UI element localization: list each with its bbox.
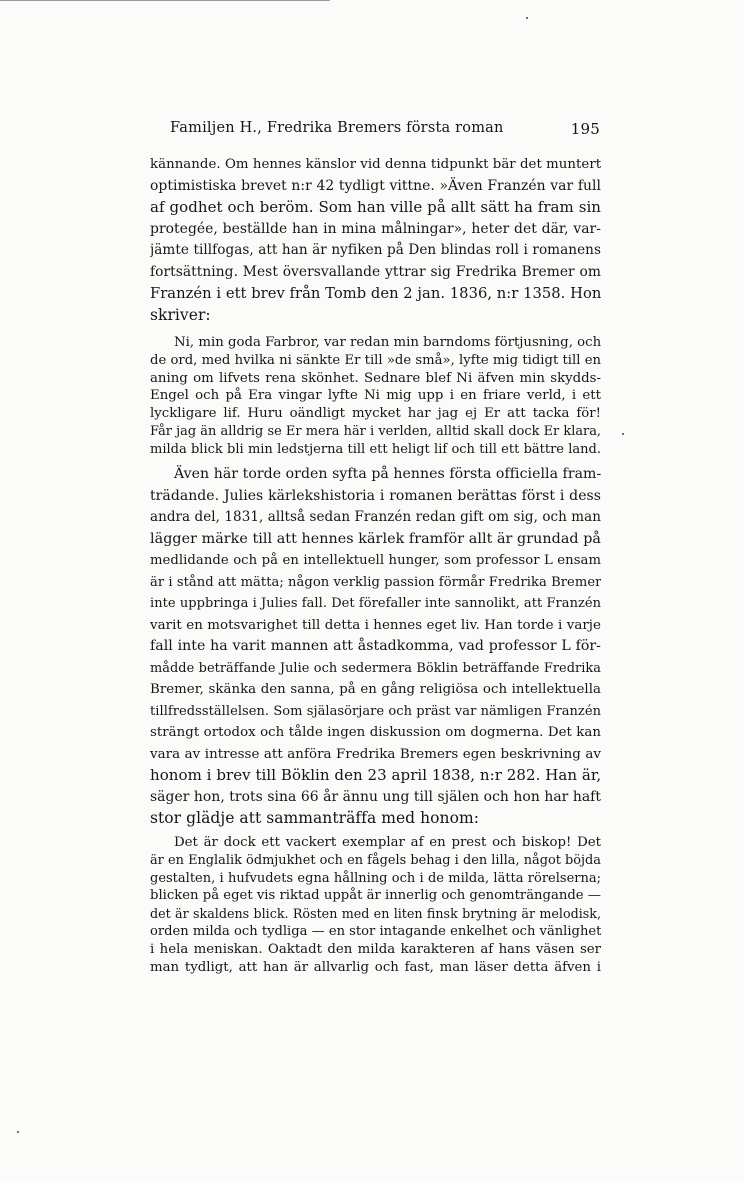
quote-line: det är skaldens blick. Rösten med en liten finsk brytning är melodisk, — [150, 906, 601, 922]
text-line: skriver: — [150, 305, 211, 324]
quote-line: är en Englalik ödmjukhet och en fågels behag i den lilla, något böjda — [150, 852, 601, 868]
scan-speck — [17, 1131, 19, 1133]
quote-line: lyckligare lif. Huru oändligt mycket har jag ej Er att tacka för! — [150, 406, 601, 422]
text-line: kännande. Om hennes känslor vid denna tidpunkt bär det muntert — [150, 157, 601, 172]
quote-line: i hela meniskan. Oaktadt den milda karakteren af hans väsen ser — [150, 941, 601, 957]
block-quote-2 — [150, 834, 601, 976]
scan-speck — [526, 17, 528, 19]
text-line: optimistiska brevet n:r 42 tydligt vittne. »Även Franzén var full — [150, 177, 601, 194]
text-line: strängt ortodox och tålde ingen diskussion om dogmerna. Det kan — [150, 725, 601, 740]
block-quote-1 — [150, 334, 601, 459]
text-line: af godhet och beröm. Som han ville på allt sätt ha fram sin — [150, 198, 601, 216]
page-number: 195 — [570, 120, 600, 138]
text-line: mådde beträffande Julie och sedermera Böklin beträffande Fredrika — [150, 660, 601, 676]
quote-line: milda blick bli min ledstjerna till ett heligt lif och till ett bättre land. — [150, 441, 601, 457]
text-line: tillfredsställelsen. Som själasörjare och präst var nämligen Franzén — [150, 703, 601, 719]
text-line: säger hon, trots sina 66 år ännu ung till själen och hon har haft — [150, 788, 601, 805]
scan-edge-line — [0, 0, 330, 1]
text-line: trädande. Julies kärlekshistoria i romanen berättas först i dess — [150, 487, 601, 504]
quote-line: Engel och på Era vingar lyfte Ni mig upp i en friare verld, i ett — [150, 388, 601, 404]
scan-speck — [622, 433, 624, 435]
text-line: andra del, 1831, alltså sedan Franzén redan gift om sig, och man — [150, 509, 601, 525]
text-line: honom i brev till Böklin den 23 april 1838, n:r 282. Han är, — [150, 766, 601, 784]
text-line: lägger märke till att hennes kärlek framför allt är grundad på — [150, 530, 601, 547]
text-line: stor glädje att sammanträffa med honom: — [150, 809, 479, 827]
text-line: varit en motsvarighet till detta i hennes eget liv. Han torde i varje — [150, 617, 601, 633]
text-line: jämte tillfogas, att han är nyfiken på Den blindas roll i romanens — [150, 242, 601, 258]
text-line: Bremer, skänka den sanna, på en gång religiösa och intellektuella — [150, 682, 601, 697]
quote-line: Det är dock ett vackert exemplar af en prest och biskop! Det — [174, 835, 601, 850]
quote-line: gestalten, i hufvudets egna hållning och i de milda, lätta rörelserna; — [150, 870, 601, 886]
quote-line: aning om lifvets rena skönhet. Sednare blef Ni äfven min skydds- — [150, 370, 601, 386]
quote-line: Ni, min goda Farbror, var redan min barndoms förtjusning, och — [174, 335, 601, 350]
quote-line: man tydligt, att han är allvarlig och fast, man läser detta äfven i — [150, 959, 601, 975]
quote-line: blicken på eget vis riktad uppåt är innerlig och genomträngande — — [150, 888, 601, 904]
text-line: är i stånd att mätta; någon verklig passion förmår Fredrika Bremer — [150, 574, 601, 590]
quote-line: de ord, med hvilka ni sänkte Er till »de små», lyfte mig tidigt till en — [150, 352, 601, 368]
text-line: inte uppbringa i Julies fall. Det förefaller inte sannolikt, att Franzén — [150, 596, 601, 611]
text-line: medlidande och på en intellektuell hunger, som professor L ensam — [150, 553, 601, 568]
quote-line: Får jag än alldrig se Er mera här i verlden, alltid skall dock Er klara, — [150, 423, 601, 439]
quote-line: orden milda och tydliga — en stor intagande enkelhet och vänlighet — [150, 923, 601, 939]
running-title: Familjen H., Fredrika Bremers första roman — [170, 120, 504, 136]
text-line: fall inte ha varit mannen att åstadkomma, vad professor L för- — [150, 638, 601, 654]
text-line: fortsättning. Mest översvallande yttrar sig Fredrika Bremer om — [150, 263, 601, 280]
text-line: protegée, beställde han in mina målningar», heter det där, var- — [150, 220, 601, 237]
text-line: vara av intresse att anföra Fredrika Bremers egen beskrivning av — [150, 746, 601, 762]
running-header — [170, 120, 600, 138]
paragraph-2 — [150, 464, 601, 830]
text-line: Även här torde orden syfta på hennes första officiella fram- — [174, 466, 601, 482]
paragraph-1 — [150, 154, 601, 326]
text-line: Franzén i ett brev från Tomb den 2 jan. 1836, n:r 1358. Hon — [150, 285, 601, 302]
